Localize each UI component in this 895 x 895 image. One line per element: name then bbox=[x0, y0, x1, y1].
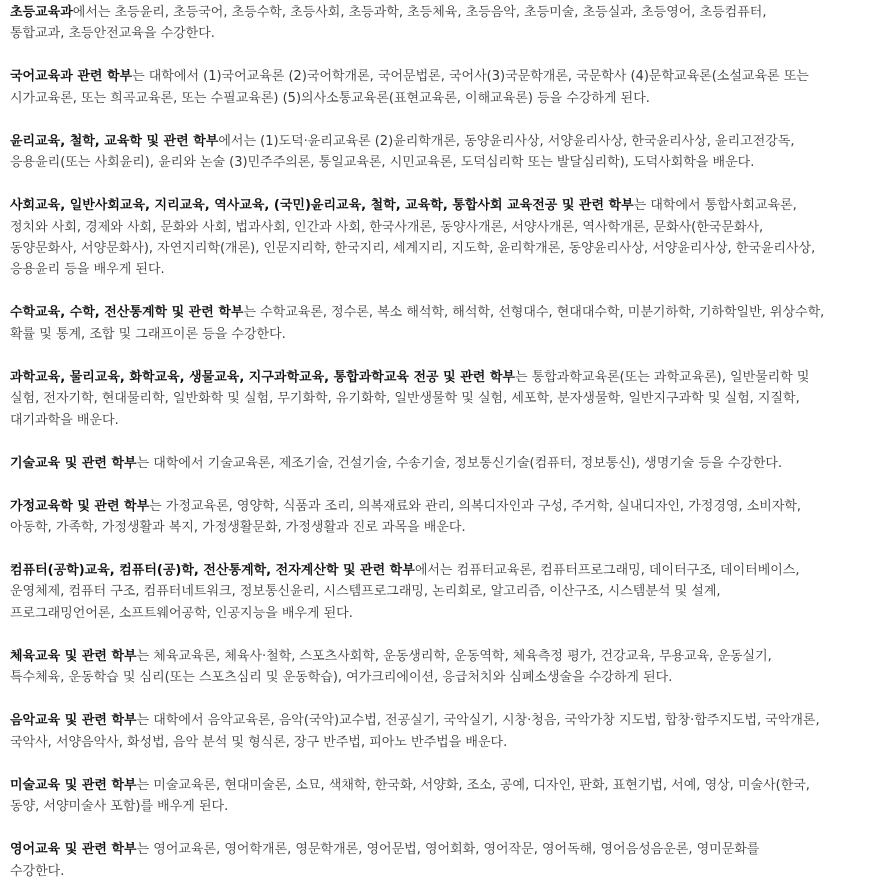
course-list-text: 에서는 초등윤리, 초등국어, 초등수학, 초등사회, 초등과학, 초등체육, 초등음악, 초등미술, 초등실과, 초등영어, 초등컴퓨터, bbox=[72, 5, 767, 20]
paragraph-line bbox=[10, 88, 885, 109]
course-list-text: 는 영어교육론, 영어학개론, 영문학개론, 영어문법, 영어회화, 영어작문, 영어독해, 영어음성음운론, 영미문화를 bbox=[136, 842, 760, 858]
paragraph-line bbox=[10, 560, 885, 581]
course-paragraph bbox=[10, 302, 885, 345]
paragraph-line bbox=[10, 496, 885, 517]
paragraph-line bbox=[10, 23, 885, 44]
course-list-text: 정치와 사회, 경제와 사회, 문화와 사회, 법과사회, 인간과 사회, 한국사개론, 동양사개론, 서양사개론, 역사학개론, 문화사(한국문화사, bbox=[10, 219, 764, 235]
course-list-text: 아동학, 가족학, 가정생활과 복지, 가정생활문화, 가정생활과 진로 과목을 배운다. bbox=[10, 520, 466, 536]
paragraph-line bbox=[10, 732, 885, 753]
course-list-text: 동양문화사, 서양문화사), 자연지리학(개론), 인문지리학, 한국지리, 세계지리, 지도학, 윤리학개론, 동양윤리사상, 서양윤리사상, 한국윤리사상, bbox=[10, 241, 816, 257]
paragraph-line bbox=[10, 302, 885, 323]
course-list-text: 는 대학에서 기술교육론, 제조기술, 건설기술, 수송기술, 정보통신기술(컴퓨터, 정보통신), 생명기술 등을 수강한다. bbox=[136, 455, 783, 471]
course-paragraph bbox=[10, 710, 885, 753]
course-list-text: 에서는 (1)도덕·윤리교육론 (2)윤리학개론, 동양윤리사상, 서양윤리사상, 한국윤리사상, 윤리고전강독, bbox=[218, 133, 795, 149]
paragraph-line bbox=[10, 667, 885, 688]
course-list-text: 응용윤리 등을 배우게 된다. bbox=[10, 262, 165, 278]
paragraph-line bbox=[10, 259, 885, 280]
course-list-text: 는 대학에서 통합사회교육론, bbox=[633, 198, 797, 214]
paragraph-line bbox=[10, 796, 885, 817]
course-paragraph bbox=[10, 2, 885, 45]
paragraph-line bbox=[10, 410, 885, 431]
paragraph-line bbox=[10, 646, 885, 667]
course-paragraph bbox=[10, 839, 885, 882]
department-heading: 초등교육과 bbox=[10, 5, 73, 20]
paragraph-line bbox=[10, 710, 885, 731]
paragraph-line bbox=[10, 861, 885, 882]
paragraph-line bbox=[10, 603, 885, 624]
course-list-text: 실험, 전자기학, 현대물리학, 일반화학 및 실험, 무기화학, 유기화학, 일반생물학 및 실험, 세포학, 분자생물학, 일반지구과학 및 실험, 지질학, bbox=[10, 391, 800, 407]
course-paragraph bbox=[10, 496, 885, 539]
department-heading: 가정교육학 및 관련 학부 bbox=[10, 498, 150, 514]
course-list-text: 는 체육교육론, 체육사·철학, 스포츠사회학, 운동생리학, 운동역학, 체육측정 평가, 건강교육, 무용교육, 운동실기, bbox=[136, 648, 772, 664]
course-list-text: 통합교과, 초등안전교육을 수강한다. bbox=[10, 26, 215, 42]
department-heading: 수학교육, 수학, 전산통계학 및 관련 학부 bbox=[10, 305, 244, 321]
paragraph-line bbox=[10, 581, 885, 602]
department-heading: 체육교육 및 관련 학부 bbox=[10, 648, 137, 664]
course-list-text: 는 대학에서 음악교육론, 음악(국악)교수법, 전공실기, 국악실기, 시창·청음, 국악가창 지도법, 합창·합주지도법, 국악개론, bbox=[136, 713, 820, 729]
paragraph-line bbox=[10, 839, 885, 860]
department-heading: 국어교육과 관련 학부 bbox=[10, 69, 133, 85]
course-paragraph bbox=[10, 646, 885, 689]
department-heading: 영어교육 및 관련 학부 bbox=[10, 842, 137, 858]
course-paragraph bbox=[10, 66, 885, 109]
course-list-text: 국악사, 서양음악사, 화성법, 음악 분석 및 형식론, 장구 반주법, 피아노 반주법을 배운다. bbox=[10, 734, 508, 750]
department-heading: 사회교육, 일반사회교육, 지리교육, 역사교육, (국민)윤리교육, 철학, 교육학, 통합사회 교육전공 및 관련 학부 bbox=[10, 198, 634, 214]
course-list-text: 동양, 서양미술사 포함)를 배우게 된다. bbox=[10, 799, 229, 815]
course-list-text: 시가교육론, 또는 희곡교육론, 또는 수필교육론) (5)의사소통교육론(표현교육론, 이해교육론) 등을 수강하게 된다. bbox=[10, 90, 650, 106]
paragraph-line bbox=[10, 517, 885, 538]
paragraph-line bbox=[10, 2, 885, 23]
department-heading: 과학교육, 물리교육, 화학교육, 생물교육, 지구과학교육, 통합과학교육 전공 및 관련 학부 bbox=[10, 369, 515, 385]
paragraph-line bbox=[10, 388, 885, 409]
course-list-text: 수강한다. bbox=[10, 863, 65, 879]
paragraph-line bbox=[10, 131, 885, 152]
department-heading: 미술교육 및 관련 학부 bbox=[10, 777, 137, 793]
course-list-text: 는 미술교육론, 현대미술론, 소묘, 색채학, 한국화, 서양화, 조소, 공예, 디자인, 판화, 표현기법, 서예, 영상, 미술사(한국, bbox=[136, 777, 810, 793]
paragraph-line bbox=[10, 66, 885, 87]
paragraph-line bbox=[10, 217, 885, 238]
department-heading: 기술교육 및 관련 학부 bbox=[10, 455, 137, 471]
course-list-text: 특수체육, 운동학습 및 심리(또는 스포츠심리 및 운동학습), 여가크리에이션, 응급처치와 심폐소생술을 수강하게 된다. bbox=[10, 670, 673, 686]
department-heading: 윤리교육, 철학, 교육학 및 관련 학부 bbox=[10, 133, 219, 149]
course-paragraph bbox=[10, 453, 885, 474]
course-list-text: 대기과학을 배운다. bbox=[10, 412, 119, 428]
paragraph-line bbox=[10, 152, 885, 173]
paragraph-line bbox=[10, 367, 885, 388]
course-list-text: 운영체제, 컴퓨터 구조, 컴퓨터네트워크, 정보통신윤리, 시스템프로그래밍, 논리회로, 알고리즘, 이산구조, 시스템분석 및 설계, bbox=[10, 584, 721, 600]
course-list-text: 는 통합과학교육론(또는 과학교육론), 일반물리학 및 bbox=[514, 369, 810, 385]
course-list-text: 에서는 컴퓨터교육론, 컴퓨터프로그래밍, 데이터구조, 데이터베이스, bbox=[414, 563, 800, 579]
course-paragraph bbox=[10, 131, 885, 174]
course-paragraph bbox=[10, 367, 885, 431]
course-list-text: 는 대학에서 (1)국어교육론 (2)국어학개론, 국어문법론, 국어사(3)국문학개론, 국문학사 (4)문학교육론(소설교육론 또는 bbox=[132, 69, 809, 85]
department-heading: 컴퓨터(공학)교육, 컴퓨터(공)학, 전산통계학, 전자계산학 및 관련 학부 bbox=[10, 563, 415, 579]
paragraph-line bbox=[10, 238, 885, 259]
department-heading: 음악교육 및 관련 학부 bbox=[10, 713, 137, 729]
course-list-text: 응용윤리(또는 사회윤리), 윤리와 논술 (3)민주주의론, 통일교육론, 시민교육론, 도덕심리학 또는 발달심리학), 도덕사회학을 배운다. bbox=[10, 155, 755, 171]
course-list-text: 는 수학교육론, 정수론, 복소 해석학, 해석학, 선형대수, 현대대수학, 미분기하학, 기하학일반, 위상수학, bbox=[243, 305, 825, 321]
course-list-text: 프로그래밍언어론, 소프트웨어공학, 인공지능을 배우게 된다. bbox=[10, 605, 353, 621]
course-list-text: 는 가정교육론, 영양학, 식품과 조리, 의복재료와 관리, 의복디자인과 구성, 주거학, 실내디자인, 가정경영, 소비자학, bbox=[149, 498, 802, 514]
paragraph-line bbox=[10, 453, 885, 474]
paragraph-line bbox=[10, 195, 885, 216]
course-paragraph bbox=[10, 775, 885, 818]
course-paragraph bbox=[10, 560, 885, 624]
course-list-text: 확률 및 통계, 조합 및 그래프이론 등을 수강한다. bbox=[10, 326, 286, 342]
paragraph-line bbox=[10, 324, 885, 345]
course-paragraph bbox=[10, 195, 885, 281]
paragraph-line bbox=[10, 775, 885, 796]
